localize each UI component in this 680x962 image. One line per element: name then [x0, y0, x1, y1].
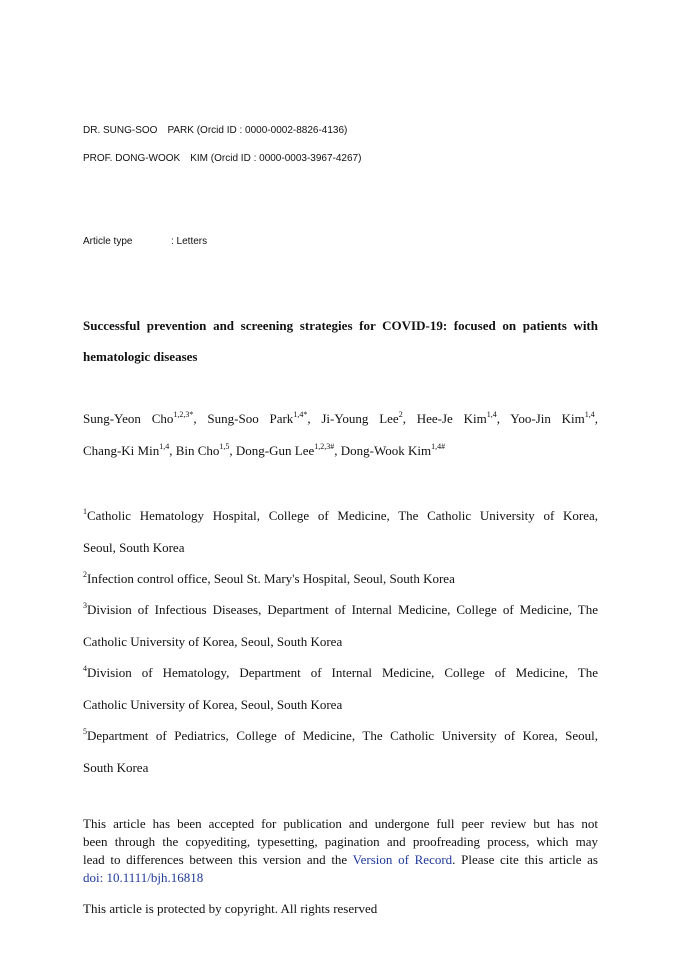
- affiliation-text: Infection control office, Seoul St. Mary's Hospital, Seoul, South Korea: [87, 571, 455, 586]
- author-name: Chang-Ki Min: [83, 443, 160, 458]
- author-separator: ,: [169, 443, 173, 458]
- author-affil-sup: 1,5: [219, 441, 230, 451]
- corr-name-first: PROF. DONG-WOOK: [83, 153, 181, 164]
- affiliation-1-line-2: Seoul, South Korea: [83, 540, 185, 555]
- author-separator: ,: [334, 443, 338, 458]
- corr-name-last: KIM (Orcid ID : 0000-0003-3967-4267): [190, 153, 362, 164]
- affiliation-number: 5: [83, 726, 87, 736]
- author-affil-sup: 1,4: [486, 409, 497, 419]
- author-separator: ,: [193, 411, 197, 426]
- affiliation-number: 4: [83, 663, 87, 673]
- affiliation-text: Department of Pediatrics, College of Medicine, The Catholic University of Korea, Seoul,: [87, 728, 598, 743]
- affiliation-2-line-1: [83, 571, 598, 587]
- copyright-notice: This article is protected by copyright. All rights reserved: [83, 901, 378, 916]
- author-list-line-1: [83, 411, 598, 427]
- author-affil-sup: 1,4#: [431, 441, 446, 451]
- author-name: Sung-Soo Park: [207, 411, 294, 426]
- affiliation-number: 3: [83, 600, 87, 610]
- affiliation-3-line-1: [83, 602, 598, 618]
- affiliation-5-line-2: South Korea: [83, 760, 149, 775]
- author-separator: ,: [496, 411, 500, 426]
- affiliation-text: Division of Infectious Diseases, Department of Internal Medicine, College of Medicine, The: [87, 602, 598, 617]
- notice-text: lead to differences between this version and the: [83, 852, 348, 867]
- version-of-record-link[interactable]: Version of Record: [352, 852, 453, 867]
- paper-title-line-1: Successful prevention and screening strategies for COVID-19: focused on patients with: [83, 318, 598, 333]
- corresponding-author-1: [83, 125, 347, 137]
- affiliation-3-line-2: Catholic University of Korea, Seoul, South Korea: [83, 634, 343, 649]
- affiliation-5-line-1: [83, 728, 598, 744]
- acceptance-notice-line-2: been through the copyediting, typesetting, pagination and proofreading process, which may: [83, 834, 598, 849]
- doi-link[interactable]: doi: 10.1111/bjh.16818: [83, 870, 204, 885]
- author-separator: ,: [402, 411, 406, 426]
- corr-name-last: PARK (Orcid ID : 0000-0002-8826-4136): [167, 125, 348, 136]
- author-name: Bin Cho: [175, 443, 220, 458]
- corr-name-first: DR. SUNG-SOO: [83, 125, 158, 136]
- author-affil-sup: 1,4: [159, 441, 170, 451]
- author-name: Dong-Gun Lee: [235, 443, 315, 458]
- acceptance-notice-line-1: This article has been accepted for publication and undergone full peer review but has not: [83, 816, 598, 831]
- affiliation-1-line-1: [83, 508, 598, 524]
- paper-title-line-2: hematologic diseases: [83, 349, 198, 364]
- author-name: Dong-Wook Kim: [340, 443, 432, 458]
- author-affil-sup: 1,4*: [293, 409, 308, 419]
- affiliation-4-line-2: Catholic University of Korea, Seoul, South Korea: [83, 697, 343, 712]
- author-affil-sup: 2: [398, 409, 403, 419]
- corresponding-author-2: [83, 153, 361, 165]
- acceptance-notice-line-3: [83, 851, 598, 869]
- affiliation-text: Catholic Hematology Hospital, College of Medicine, The Catholic University of Korea,: [87, 508, 598, 523]
- article-type-label: Article type: [83, 236, 133, 247]
- author-name: Yoo-Jin Kim: [510, 411, 585, 426]
- author-separator: ,: [307, 411, 311, 426]
- affiliation-4-line-1: [83, 665, 598, 681]
- author-name: Sung-Yeon Cho: [83, 411, 174, 426]
- author-affil-sup: 1,2,3#: [314, 441, 335, 451]
- author-list-line-2: [83, 443, 598, 459]
- affiliation-number: 2: [83, 569, 87, 579]
- author-name: Hee-Je Kim: [416, 411, 487, 426]
- author-separator: ,: [229, 443, 233, 458]
- author-affil-sup: 1,2,3*: [173, 409, 194, 419]
- article-type-value: : Letters: [171, 236, 208, 247]
- author-name: Ji-Young Lee: [321, 411, 399, 426]
- notice-text-after: . Please cite this article as: [452, 852, 598, 867]
- affiliation-text: Division of Hematology, Department of Internal Medicine, College of Medicine, The: [87, 665, 598, 680]
- author-affil-sup: 1,4: [584, 409, 595, 419]
- acceptance-notice-line-4: [83, 869, 598, 887]
- article-type: [83, 236, 207, 248]
- author-separator: ,: [594, 411, 599, 426]
- affiliation-number: 1: [83, 506, 87, 516]
